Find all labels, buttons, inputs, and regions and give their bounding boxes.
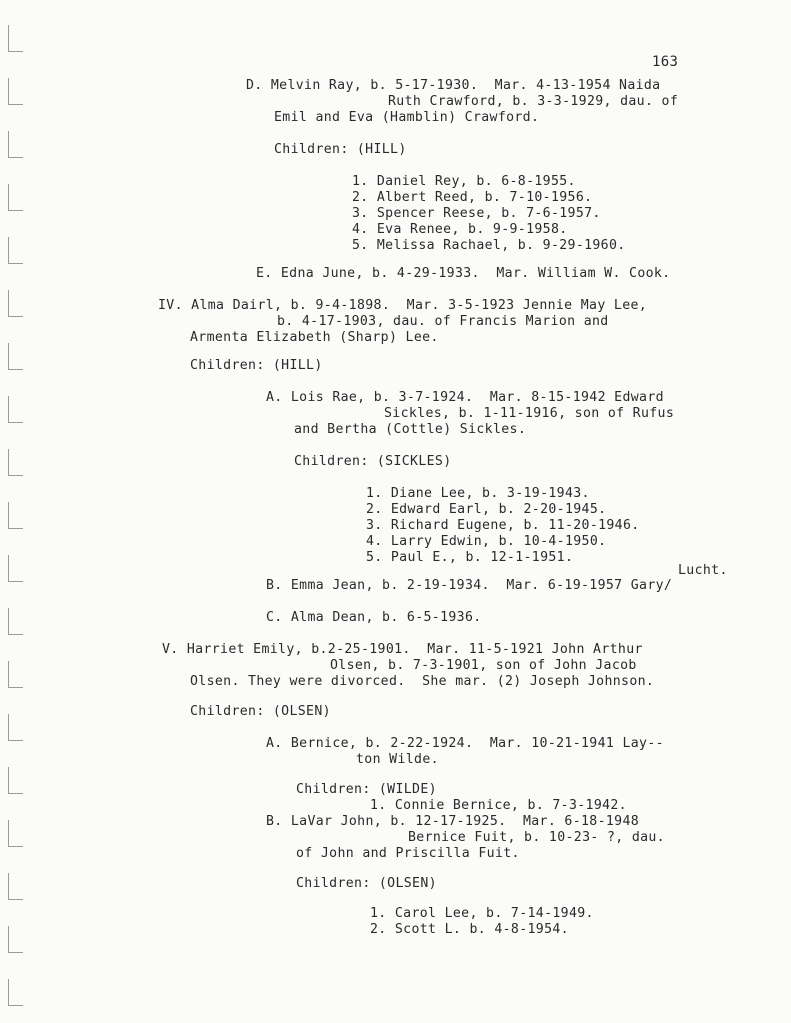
margin-mark [8,449,23,476]
text-line: A. Bernice, b. 2-22-1924. Mar. 10-21-1941 Lay-- [266,736,664,751]
margin-mark [8,661,23,688]
section-heading: Children: (HILL) [274,142,407,157]
text-line: B. LaVar John, b. 12-17-1925. Mar. 6-18-1948 [266,814,640,829]
margin-mark [8,396,23,423]
list-item: 5. Melissa Rachael, b. 9-29-1960. [352,238,626,253]
text-line: IV. Alma Dairl, b. 9-4-1898. Mar. 3-5-1923 Jennie May Lee, [158,298,648,313]
page-number: 163 [652,54,679,70]
list-item: 1. Diane Lee, b. 3-19-1943. [366,486,590,501]
text-line: and Bertha (Cottle) Sickles. [294,422,527,437]
margin-mark [8,25,23,52]
list-item: 4. Eva Renee, b. 9-9-1958. [352,222,568,237]
text-line: Armenta Elizabeth (Sharp) Lee. [190,330,439,345]
text-line: D. Melvin Ray, b. 5-17-1930. Mar. 4-13-1954 Naida [246,78,661,93]
section-heading: Children: (HILL) [190,358,323,373]
margin-mark [8,873,23,900]
text-line: ton Wilde. [356,752,439,767]
text-line: Emil and Eva (Hamblin) Crawford. [274,110,540,125]
margin-mark [8,714,23,741]
text-line: of John and Priscilla Fuit. [296,846,520,861]
margin-mark [8,979,23,1006]
list-item: 2. Edward Earl, b. 2-20-1945. [366,502,607,517]
list-item: 3. Richard Eugene, b. 11-20-1946. [366,518,640,533]
text-line: V. Harriet Emily, b.2-25-1901. Mar. 11-5-1921 John Arthur [162,642,643,657]
list-item: 4. Larry Edwin, b. 10-4-1950. [366,534,607,549]
margin-mark [8,237,23,264]
margin-mark [8,184,23,211]
list-item: 1. Daniel Rey, b. 6-8-1955. [352,174,576,189]
margin-mark [8,290,23,317]
margin-mark [8,502,23,529]
section-heading: Children: (SICKLES) [294,454,452,469]
text-line: B. Emma Jean, b. 2-19-1934. Mar. 6-19-1957 Gary/ [266,578,673,593]
text-line: C. Alma Dean, b. 6-5-1936. [266,610,482,625]
text-line: Bernice Fuit, b. 10-23- ?, dau. [408,830,665,845]
list-item: 5. Paul E., b. 12-1-1951. [366,550,574,565]
list-item: 1. Connie Bernice, b. 7-3-1942. [370,798,627,813]
text-line: Lucht. [678,563,728,578]
margin-mark [8,820,23,847]
list-item: 3. Spencer Reese, b. 7-6-1957. [352,206,601,221]
margin-mark [8,608,23,635]
section-heading: Children: (WILDE) [296,782,437,797]
margin-mark [8,78,23,105]
text-line: Ruth Crawford, b. 3-3-1929, dau. of [388,94,679,109]
section-heading: Children: (OLSEN) [296,876,437,891]
text-line: Olsen, b. 7-3-1901, son of John Jacob [330,658,637,673]
margin-mark [8,343,23,370]
list-item: 2. Scott L. b. 4-8-1954. [370,922,569,937]
list-item: 2. Albert Reed, b. 7-10-1956. [352,190,593,205]
text-line: A. Lois Rae, b. 3-7-1924. Mar. 8-15-1942 Edward [266,390,664,405]
margin-mark [8,131,23,158]
section-heading: Children: (OLSEN) [190,704,331,719]
text-line: E. Edna June, b. 4-29-1933. Mar. William W. Cook. [256,266,671,281]
left-margin-marks [8,25,28,1005]
text-line: Sickles, b. 1-11-1916, son of Rufus [384,406,675,421]
text-line: b. 4-17-1903, dau. of Francis Marion and [277,314,609,329]
margin-mark [8,767,23,794]
margin-mark [8,926,23,953]
list-item: 1. Carol Lee, b. 7-14-1949. [370,906,594,921]
text-line: Olsen. They were divorced. She mar. (2) Joseph Johnson. [190,674,655,689]
margin-mark [8,555,23,582]
